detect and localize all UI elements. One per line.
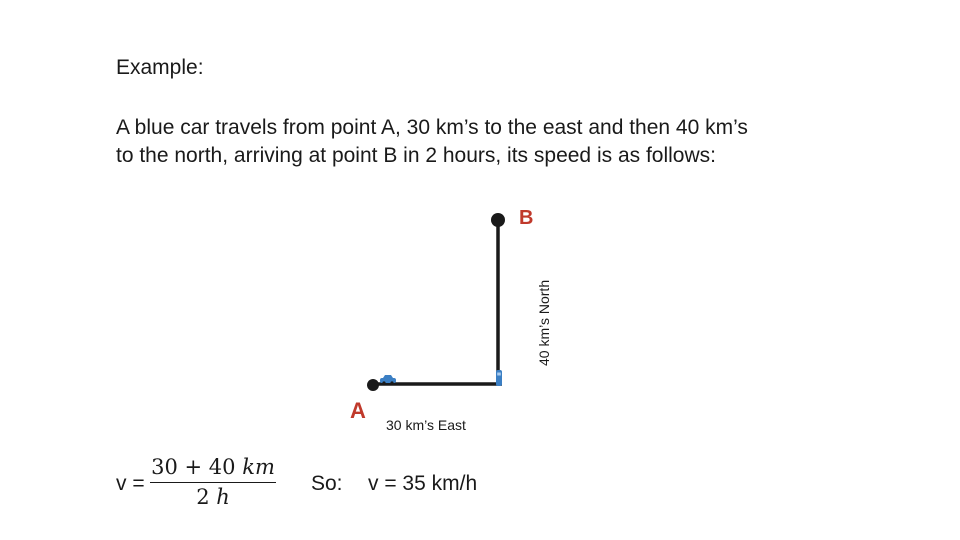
point-b-label: B: [519, 207, 534, 229]
east-leg-label: 30 km’s East: [386, 417, 466, 433]
speed-result: v = 35 km/h: [368, 472, 478, 495]
point-b-dot: [491, 213, 505, 227]
speed-fraction: [150, 455, 276, 509]
point-a-dot: [367, 379, 379, 391]
so-label: So:: [311, 472, 343, 495]
fraction-numerator: [150, 455, 276, 483]
north-leg-label: 40 km’s North: [536, 279, 552, 366]
denominator-value: 2: [196, 485, 210, 509]
velocity-lhs: v =: [116, 472, 145, 495]
slide-heading: Example:: [116, 56, 204, 79]
problem-statement: A blue car travels from point A, 30 km’s to the east and then 40 km’s to the north, arriving at point B in 2 hours, its speed is as follows:: [116, 116, 748, 167]
point-a-label: A: [350, 398, 366, 423]
denominator-unit: h: [216, 485, 230, 509]
car-icon: [496, 370, 502, 386]
numerator-value: 30 + 40: [151, 455, 236, 479]
fraction-denominator: [150, 483, 276, 509]
numerator-unit: km: [242, 455, 275, 479]
